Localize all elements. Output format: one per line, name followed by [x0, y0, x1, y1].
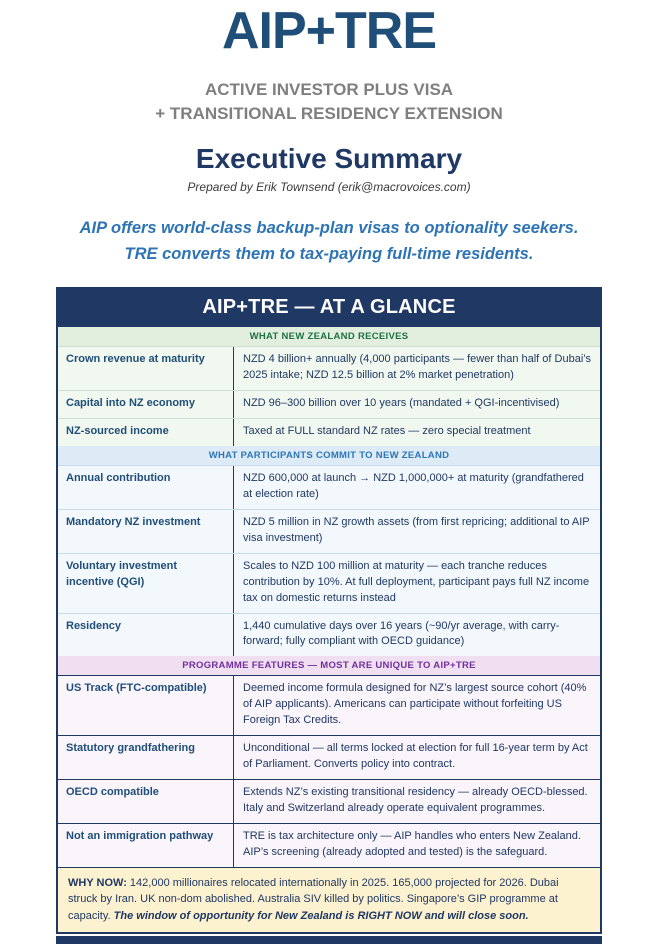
section-programme-features [58, 656, 600, 866]
row-label: US Track (FTC-compatible) [58, 676, 234, 735]
table-title: AIP+TRE — AT A GLANCE [58, 289, 600, 327]
why-now-label: WHY NOW: [68, 876, 127, 889]
tagline-line-2: TRE converts them to tax-paying full-time residents. [124, 244, 534, 263]
row-value: 1,440 cumulative days over 16 years (~90/yr average, with carry-forward; fully compliant with OECD guidance) [243, 619, 560, 648]
page-title: AIP+TRE [221, 2, 437, 60]
tagline-line-1: AIP offers world-class backup-plan visas to optionality seekers. [79, 219, 579, 238]
document-header [0, 0, 658, 194]
subtitle-line-1: ACTIVE INVESTOR PLUS VISA [204, 79, 454, 99]
why-now-body: 142,000 millionaires relocated internationally in 2025. 165,000 projected for 2026. Dubai struck by Iran. UK non-dom abolished. Australia SIV killed by politics. Singapore’s GIP programme at capacity. [68, 876, 559, 922]
programme-subtitle [0, 78, 658, 127]
table-row [58, 613, 600, 657]
why-now-callout [58, 867, 600, 933]
section-band: WHAT PARTICIPANTS COMMIT TO NEW ZEALAND [58, 446, 600, 465]
at-a-glance-table [56, 287, 602, 934]
why-now-emphasis: The window of opportunity for New Zealand is RIGHT NOW and will close soon. [113, 909, 529, 922]
table-row [58, 823, 600, 867]
row-label: OECD compatible [58, 780, 234, 823]
row-value: NZD 5 million in NZ growth assets (from first repricing; additional to AIP visa investment) [243, 515, 590, 544]
table-row [58, 346, 600, 390]
row-label: Crown revenue at maturity [58, 347, 234, 390]
table-row [58, 553, 600, 613]
table-row [58, 418, 600, 446]
row-label: Not an immigration pathway [58, 824, 234, 867]
subtitle-line-2: + TRANSITIONAL RESIDENCY EXTENSION [155, 104, 503, 124]
table-row [58, 735, 600, 779]
row-value: Unconditional — all terms locked at election for full 16-year term by Act of Parliament. Converts policy into contract. [243, 742, 588, 771]
table-row [58, 465, 600, 509]
row-label: Capital into NZ economy [58, 391, 234, 418]
row-value: NZD 600,000 at launch → NZD 1,000,000+ at maturity (grandfathered at election rate) [243, 471, 584, 500]
row-value: Taxed at FULL standard NZ rates — zero special treatment [243, 425, 531, 438]
row-value: NZD 4 billion+ annually (4,000 participants — fewer than half of Dubai’s 2025 intake; NZD 12.5 billion at 2% market penetration) [243, 353, 592, 382]
row-value: Deemed income formula designed for NZ’s largest source cohort (40% of AIP applicants). Americans can participate without forfeiting US Foreign Tax Credits. [243, 682, 587, 727]
section-band: PROGRAMME FEATURES — MOST ARE UNIQUE TO AIP+TRE [58, 656, 600, 675]
table-row [58, 779, 600, 823]
row-label: NZ-sourced income [58, 419, 234, 446]
row-label: Annual contribution [58, 466, 234, 509]
row-value: TRE is tax architecture only — AIP handles who enters New Zealand. AIP’s screening (already adopted and tested) is the safeguard. [243, 829, 581, 858]
next-section-band-cutoff [56, 936, 602, 944]
section-band: WHAT NEW ZEALAND RECEIVES [58, 327, 600, 346]
row-label: Statutory grandfathering [58, 736, 234, 779]
row-value: Scales to NZD 100 million at maturity — each tranche reduces contribution by 10%. At full deployment, participant pays full NZ income tax on domestic returns instead [243, 559, 590, 604]
section-participants-commit [58, 446, 600, 656]
table-row [58, 509, 600, 553]
section-nz-receives [58, 327, 600, 446]
prepared-by-line: Prepared by Erik Townsend (erik@macrovoices.com) [187, 180, 471, 195]
table-row [58, 675, 600, 735]
table-row [58, 390, 600, 418]
row-value: NZD 96–300 billion over 10 years (mandated + QGI-incentivised) [243, 397, 560, 410]
row-label: Mandatory NZ investment [58, 510, 234, 553]
row-value: Extends NZ’s existing transitional residency — already OECD-blessed. Italy and Switzerland already operate equivalent programmes. [243, 786, 588, 815]
executive-summary-title: Executive Summary [195, 143, 463, 175]
row-label: Residency [58, 614, 234, 657]
tagline [0, 216, 658, 267]
row-label: Voluntary investment incentive (QGI) [58, 554, 234, 613]
